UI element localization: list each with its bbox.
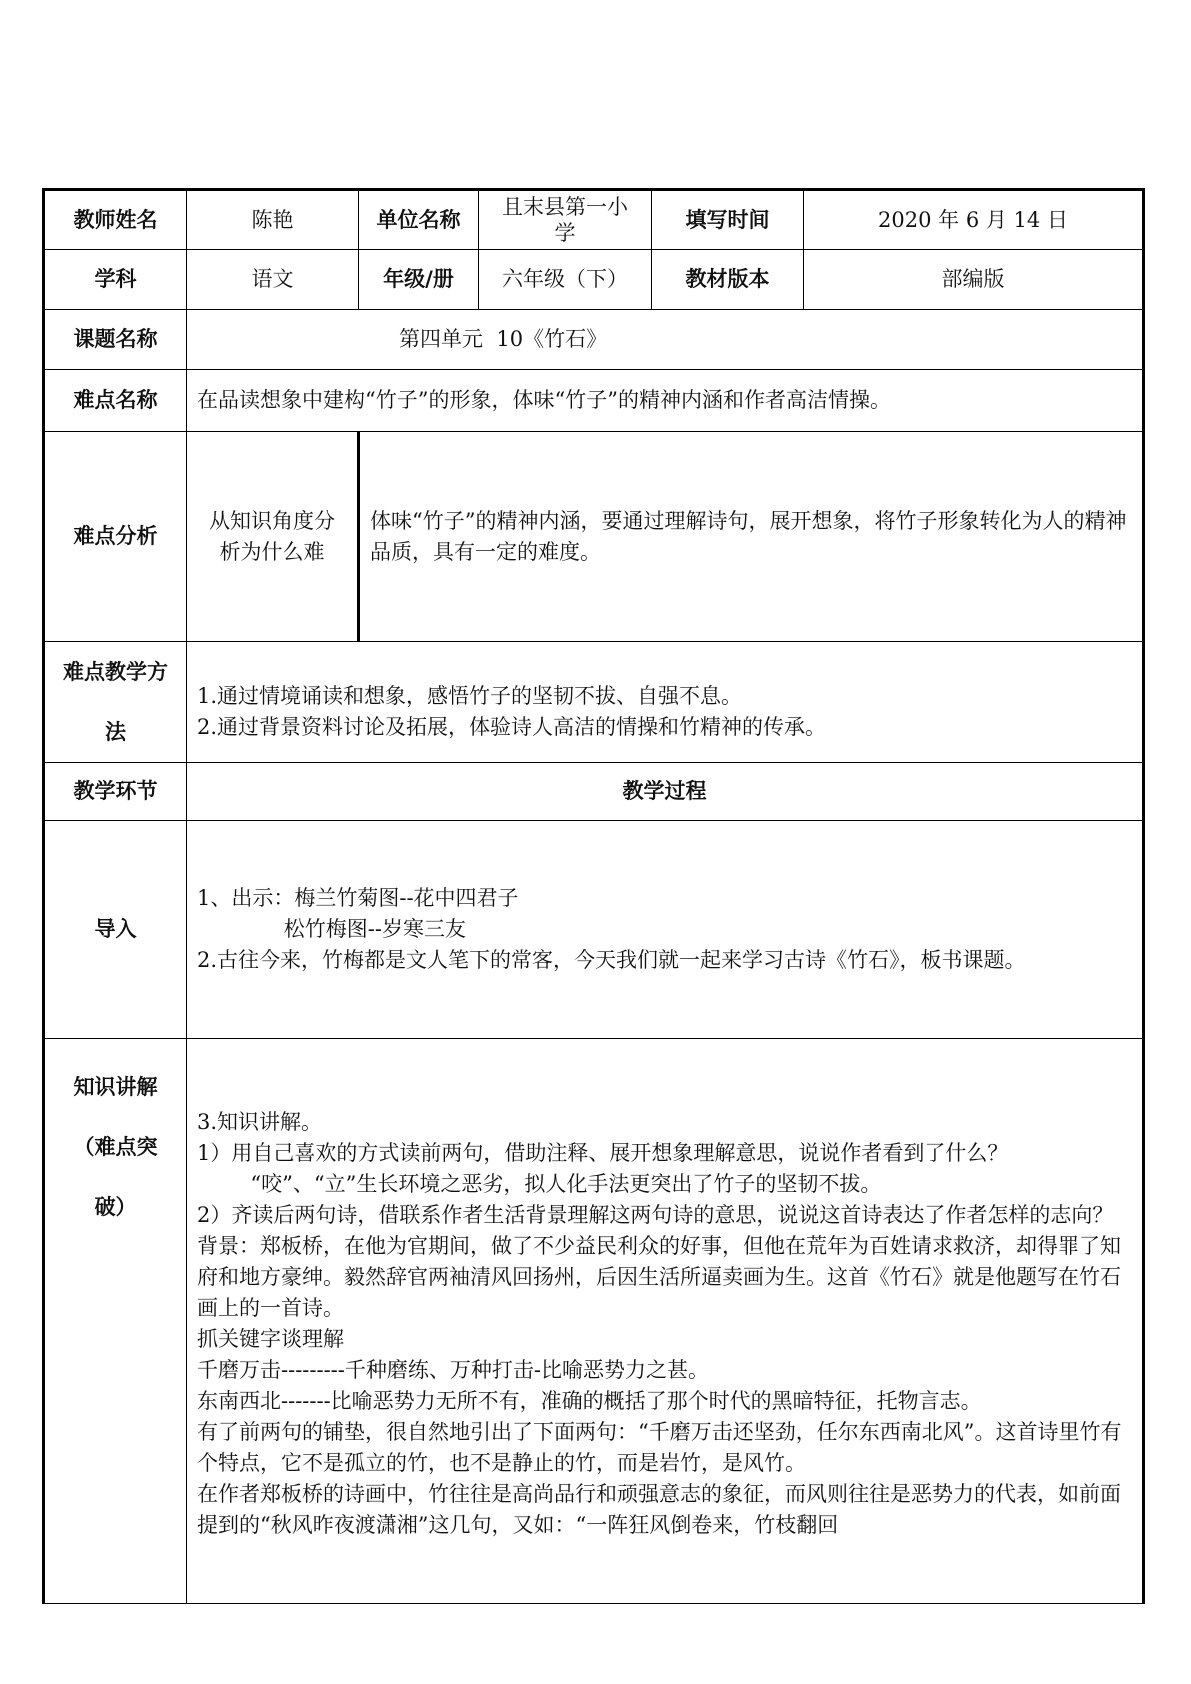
method-label-line-2: 法	[105, 720, 126, 744]
fill-time-value: 2020 年 6 月 14 日	[804, 190, 1144, 250]
topic-value: 第四单元 10《竹石》	[187, 310, 1144, 370]
knowledge-line: 千磨万击---------千种磨练、万种打击-比喻恶势力之甚。	[197, 1358, 709, 1382]
lesson-plan-table	[42, 188, 1145, 1604]
difficulty-label: 难点名称	[44, 370, 187, 432]
row-knowledge	[44, 1039, 1144, 1604]
grade-value: 六年级（下）	[479, 250, 652, 310]
intro-value	[187, 821, 1144, 1039]
edition-value: 部编版	[804, 250, 1144, 310]
method-label	[44, 642, 187, 763]
knowledge-line: 背景：郑板桥，在他为官期间，做了不少益民利众的好事，但他在荒年为百姓请求救济，却得罪了知府和地方豪绅。毅然辞官两袖清风回扬州，后因生活所逼卖画为生。这首《竹石》就是他题写在竹石画上的一首诗。	[197, 1234, 1121, 1320]
unit-name-value	[479, 190, 652, 250]
topic-label: 课题名称	[44, 310, 187, 370]
grade-label: 年级/册	[359, 250, 479, 310]
analysis-sub-label-line-1: 从知识角度分	[209, 508, 335, 533]
method-value	[187, 642, 1144, 763]
knowledge-value	[187, 1039, 1144, 1604]
row-method	[44, 642, 1144, 763]
knowledge-line: 东南西北-------比喻恶势力无所不有，准确的概括了那个时代的黑暗特征，托物言志。	[197, 1389, 982, 1413]
row-analysis	[44, 432, 1144, 642]
knowledge-label-line-1: 知识讲解	[73, 1075, 158, 1099]
knowledge-line: 3.知识讲解。	[197, 1110, 323, 1134]
unit-name-line-2: 学	[554, 221, 576, 245]
knowledge-label	[44, 1039, 187, 1604]
knowledge-line: “咬”、“立”生长环境之恶劣，拟人化手法更突出了竹子的坚韧不拔。	[197, 1172, 882, 1196]
unit-name-label: 单位名称	[359, 190, 479, 250]
knowledge-line: 1）用自己喜欢的方式读前两句，借助注释、展开想象理解意思，说说作者看到了什么？	[197, 1141, 1009, 1165]
analysis-sub-label	[187, 432, 359, 642]
intro-line: 松竹梅图--岁寒三友	[197, 917, 466, 941]
analysis-value: 体味“竹子”的精神内涵，要通过理解诗句，展开想象，将竹子形象转化为人的精神品质，具有一定的难度。	[359, 432, 1144, 642]
knowledge-line: 抓关键字谈理解	[197, 1327, 344, 1351]
teacher-name-value: 陈艳	[187, 190, 359, 250]
row-teacher-info	[44, 190, 1144, 250]
knowledge-line: 在作者郑板桥的诗画中，竹往往是高尚品行和顽强意志的象征，而风则往往是恶势力的代表，如前面提到的“秋风昨夜渡潇湘”这几句，又如：“一阵狂风倒卷来，竹枝翻回	[197, 1482, 1121, 1537]
method-line: 1.通过情境诵读和想象，感悟竹子的坚韧不拔、自强不息。	[197, 684, 743, 708]
teacher-name-label: 教师姓名	[44, 190, 187, 250]
knowledge-line: 有了前两句的铺垫，很自然地引出了下面两句：“千磨万击还坚劲，任尔东西南北风”。这首诗里竹有个特点，它不是孤立的竹，也不是静止的竹，而是岩竹，是风竹。	[197, 1420, 1122, 1475]
edition-label: 教材版本	[652, 250, 804, 310]
intro-line: 1、出示：梅兰竹菊图--花中四君子	[197, 886, 519, 910]
knowledge-label-line-3: 破）	[94, 1195, 137, 1219]
row-process-header	[44, 763, 1144, 821]
method-line: 2.通过背景资料讨论及拓展，体验诗人高洁的情操和竹精神的传承。	[197, 715, 827, 739]
difficulty-value: 在品读想象中建构“竹子”的形象，体味“竹子”的精神内涵和作者高洁情操。	[187, 370, 1144, 432]
subject-label: 学科	[44, 250, 187, 310]
intro-line: 2.古往今来，竹梅都是文人笔下的常客，今天我们就一起来学习古诗《竹石》，板书课题。	[197, 948, 1026, 972]
teaching-process-label: 教学过程	[187, 763, 1144, 821]
intro-label: 导入	[44, 821, 187, 1039]
teaching-step-label: 教学环节	[44, 763, 187, 821]
fill-time-label: 填写时间	[652, 190, 804, 250]
analysis-label: 难点分析	[44, 432, 187, 642]
row-intro	[44, 821, 1144, 1039]
row-difficulty	[44, 370, 1144, 432]
row-topic	[44, 310, 1144, 370]
analysis-sub-label-line-2: 析为什么难	[219, 539, 325, 564]
row-subject-info	[44, 250, 1144, 310]
knowledge-label-line-2: （难点突	[73, 1135, 158, 1159]
knowledge-line: 2）齐读后两句诗，借联系作者生活背景理解这两句诗的意思，说说这首诗表达了作者怎样的志向？	[197, 1203, 1114, 1227]
method-label-line-1: 难点教学方	[63, 660, 168, 684]
unit-name-line-1: 且末县第一小	[502, 195, 628, 219]
subject-value: 语文	[187, 250, 359, 310]
